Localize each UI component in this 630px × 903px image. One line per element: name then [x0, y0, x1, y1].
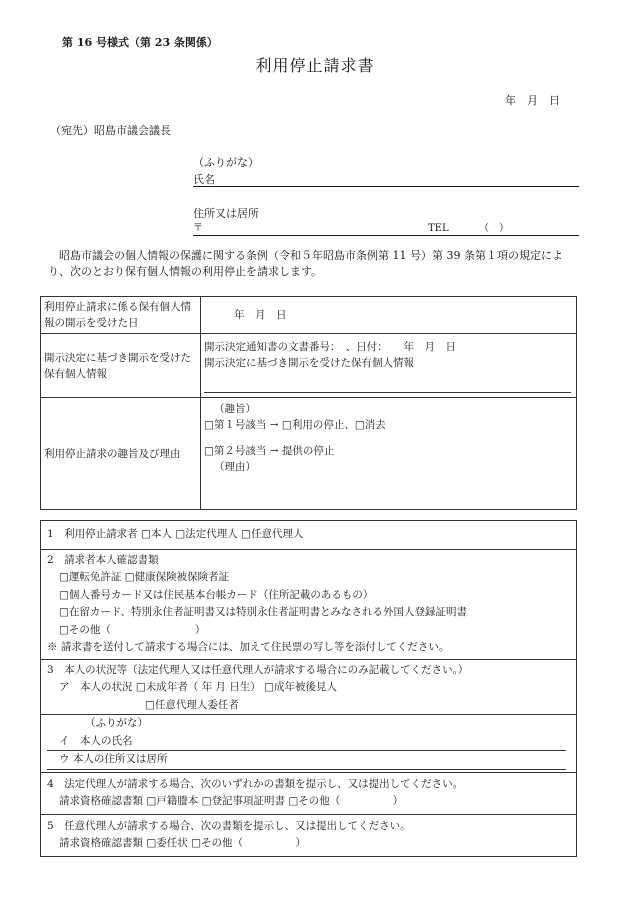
principal-status-title: 3 本人の状況等（法定代理人又は任意代理人が請求する場合にのみ記載してください。） [47, 663, 469, 676]
postal-mark: 〒 [193, 223, 203, 234]
purpose-reason-label: 利用停止請求の趣旨及び理由 [41, 398, 201, 510]
table-row [41, 521, 577, 550]
id-doc-option[interactable]: □在留カード、特別永住者証明書又は特別永住者証明書とみなされる外国人登録証明書 [59, 606, 467, 618]
form-number: 第 16 号様式（第 23 条関係） [62, 36, 218, 49]
reason-heading: （理由） [214, 461, 256, 473]
id-docs-note: ※ 請求書を送付して請求する場合には、加えて住民票の写し等を添付してください。 [47, 641, 450, 653]
principal-address-field[interactable] [47, 751, 566, 770]
addressee: （宛先）昭島市議会議長 [50, 124, 171, 137]
principal-address-label: ウ 本人の住所又は居所 [59, 753, 168, 765]
address-label: 住所又は居所 [193, 207, 259, 220]
applicant-address-field[interactable] [193, 223, 579, 236]
disclosed-info-caption: 開示決定に基づき開示を受けた保有個人情報 [204, 356, 414, 369]
voluntary-agent-docs[interactable]: 請求資格確認書類 □委任状 □その他（ ） [59, 837, 307, 849]
table-row [41, 814, 577, 856]
table-row [41, 549, 577, 659]
disclosure-date-label: 利用停止請求に係る保有個人情報の開示を受けた日 [41, 297, 201, 334]
table-row [41, 297, 577, 334]
option-item-2[interactable]: □第２号該当 → 提供の停止 [204, 445, 335, 457]
id-doc-option[interactable]: □個人番号カード又は住民基本台帳カード（住所記載のあるもの） [59, 588, 374, 601]
legal-agent-docs[interactable]: 請求資格確認書類 □戸籍謄本 □登記事項証明書 □その他（ ） [59, 795, 404, 807]
disclosure-date-field[interactable] [201, 297, 577, 334]
disclosed-info-field[interactable] [201, 334, 577, 398]
disclosure-date-value: 年 月 日 [234, 309, 287, 321]
table-row [41, 398, 577, 510]
id-doc-option[interactable]: □運転免許証 □健康保険被保険者証 [59, 571, 230, 583]
table-row [41, 659, 577, 772]
requester-type-row[interactable]: 1 利用停止請求者 □本人 □法定代理人 □任意代理人 [41, 521, 577, 550]
id-doc-option[interactable]: □その他（ ） [59, 623, 206, 636]
requester-info-table [40, 520, 577, 857]
voluntary-agent-instruction: 5 任意代理人が請求する場合、次の書類を提示し、又は提出してください。 [47, 819, 411, 832]
document-title: 利用停止請求書 [255, 56, 375, 75]
request-detail-table [40, 296, 577, 510]
principal-name-field[interactable] [47, 733, 566, 752]
principal-name-label: イ 本人の氏名 [59, 734, 133, 747]
name-label: 氏名 [193, 173, 215, 186]
lead-paragraph: 昭島市議会の個人情報の保護に関する条例（令和５年昭島市条例第 11 号）第 39 条第１項の規定により、次のとおり保有個人情報の利用停止を請求します。 [48, 249, 563, 278]
table-row [41, 334, 577, 398]
option-item-1[interactable]: □第１号該当 → □利用の停止、□消去 [204, 419, 386, 431]
request-date: 年 月 日 [505, 94, 560, 107]
table-row [41, 772, 577, 814]
legal-agent-instruction: 4 法定代理人が請求する場合、次のいずれかの書類を提示し、又は提出してください。 [47, 777, 464, 790]
principal-status-options[interactable]: ア 本人の状況 □未成年者（ 年 月 日生） □成年被後見人 [59, 681, 338, 693]
principal-furigana-label: （ふりがな） [85, 717, 148, 729]
tel-paren: （ ） [479, 223, 509, 234]
furigana-label: （ふりがな） [193, 156, 259, 169]
notice-number-line: 開示決定通知書の文書番号： 、日付： 年 月 日 [204, 340, 456, 353]
disclosed-info-input[interactable] [204, 371, 571, 393]
id-docs-title: 2 請求者本人確認書類 [47, 553, 159, 566]
applicant-name-field[interactable] [193, 173, 579, 187]
tel-label: TEL [428, 223, 449, 234]
principal-status-option-2[interactable]: □任意代理人委任者 [145, 698, 239, 711]
disclosed-info-label: 開示決定に基づき開示を受けた保有個人情報 [41, 334, 201, 398]
purpose-heading: （趣旨） [214, 403, 256, 415]
purpose-reason-field[interactable] [201, 398, 577, 510]
